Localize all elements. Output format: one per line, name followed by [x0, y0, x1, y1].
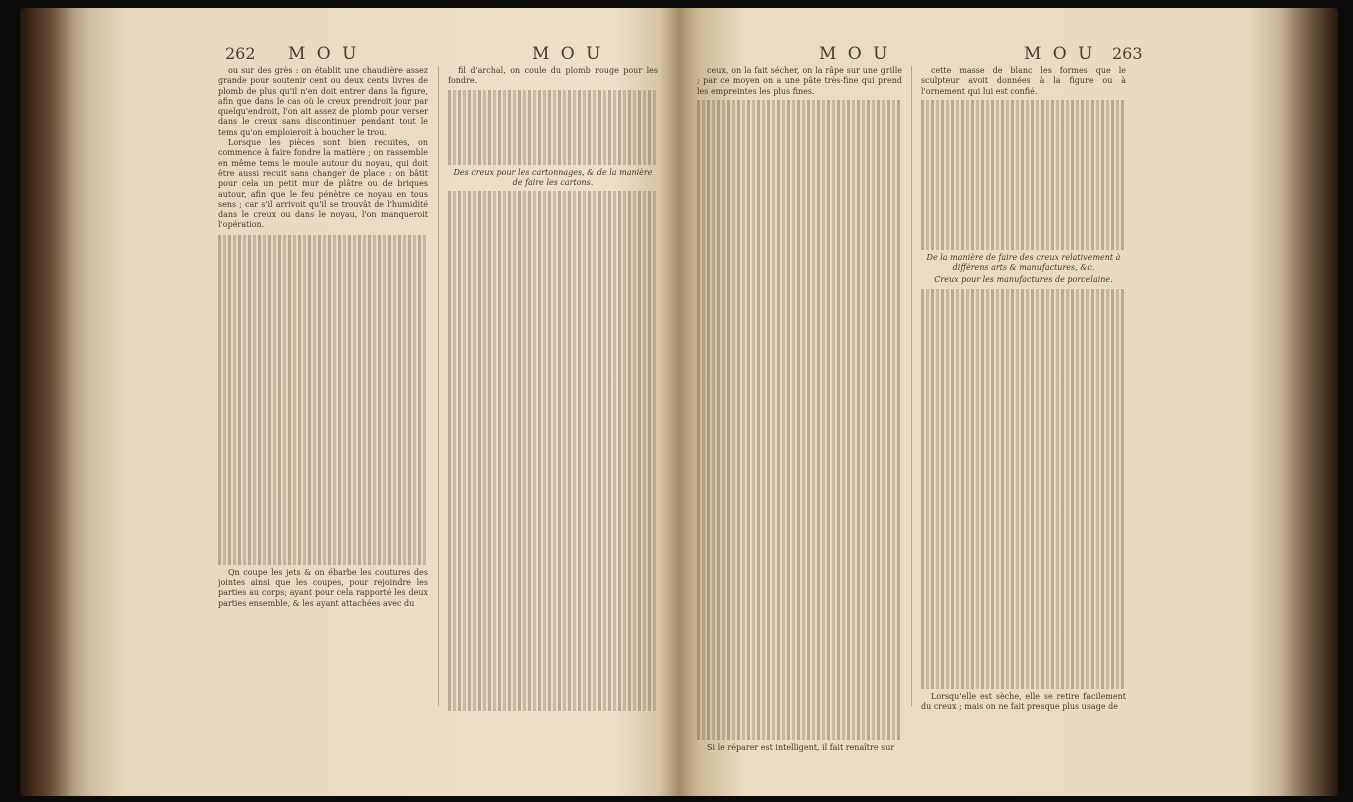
body-text-block [921, 289, 1126, 689]
paragraph: ou sur des grès : on établit une chaudière assez grande pour soutenir cent ou deux cents livres de plomb de plus qu'il n'en doit entrer dans la figure, afin que dans le cas où le creux prendroit jour par quelqu'endroit, l'on ait assez de plomb pour verser dans le creux sans discontinuer pendant tout le tems qu'on emploieroit à boucher le trou. [218, 66, 428, 137]
paragraph: Si le réparer est intelligent, il fait renaître sur [707, 742, 895, 752]
column-rule [911, 66, 912, 706]
page-edge-shadow [20, 8, 90, 796]
page-number-right: 263 [1112, 44, 1143, 63]
running-head-right-inner: M O U [819, 44, 891, 64]
right-page [679, 8, 1338, 796]
section-heading: Creux pour les manufactures de porcelaine. [934, 275, 1113, 285]
body-text-block [218, 235, 428, 565]
running-head-right-outer: M O U [1024, 44, 1096, 64]
running-head-left-outer: M O U [288, 44, 360, 64]
paragraph: Lorsque les pièces sont bien recuites, on commence à faire fondre la matière ; on rassemble en même tems le moule autour du noyau, qui doit être aussi recuit sans changer de place : on bâtit pour cela un petit mur de plâtre ou de briques autour, afin que le feu pénètre ce noyau en tous sens ; car s'il arrivoit qu'il se trouvât de l'humidité dans le creux ou dans le noyau, l'on manqueroit l'opération. [218, 138, 428, 230]
page-edge-shadow [1278, 8, 1338, 796]
section-heading: De la manière de faire des creux relativement à différens arts & manufactures, &c. [926, 252, 1121, 273]
section-heading: Des creux pour les cartonnages, & de la manière de faire les cartons. [453, 167, 653, 187]
body-text-block [921, 100, 1126, 250]
text-column-3 [697, 66, 902, 776]
paragraph: Lorsqu'elle est sèche, elle se retire facilement du creux ; mais on ne fait presque plus usage de [921, 691, 1126, 712]
paragraph: ceux, on la fait sécher, on la râpe sur une grille ; par ce moyen on a une pâte très-fine qui prend les empreintes les plus fines. [697, 66, 902, 96]
paragraph: Qn coupe les jets & on ébarbe les coutures des jointes ainsi que les coupes, pour rejoindre les parties au corps; ayant pour cela rapporté les deux parties ensemble, & les ayant attachées avec du [218, 567, 428, 608]
paragraph: fil d'archal, on coule du plomb rouge pour les fondre. [448, 66, 658, 86]
text-column-1 [218, 66, 428, 776]
page-number-left: 262 [225, 44, 256, 63]
body-text-block [697, 100, 902, 740]
book-spread [20, 8, 1338, 796]
running-head-left-inner: M O U [532, 44, 604, 64]
paragraph: cette masse de blanc les formes que le sculpteur avoit données à la figure ou à l'ornement qui lui est confié. [921, 66, 1126, 96]
text-column-2 [448, 66, 658, 776]
left-page [20, 8, 679, 796]
column-rule [438, 66, 439, 706]
text-column-4 [921, 66, 1126, 776]
body-text-block [448, 191, 658, 711]
body-text-block [448, 90, 658, 165]
